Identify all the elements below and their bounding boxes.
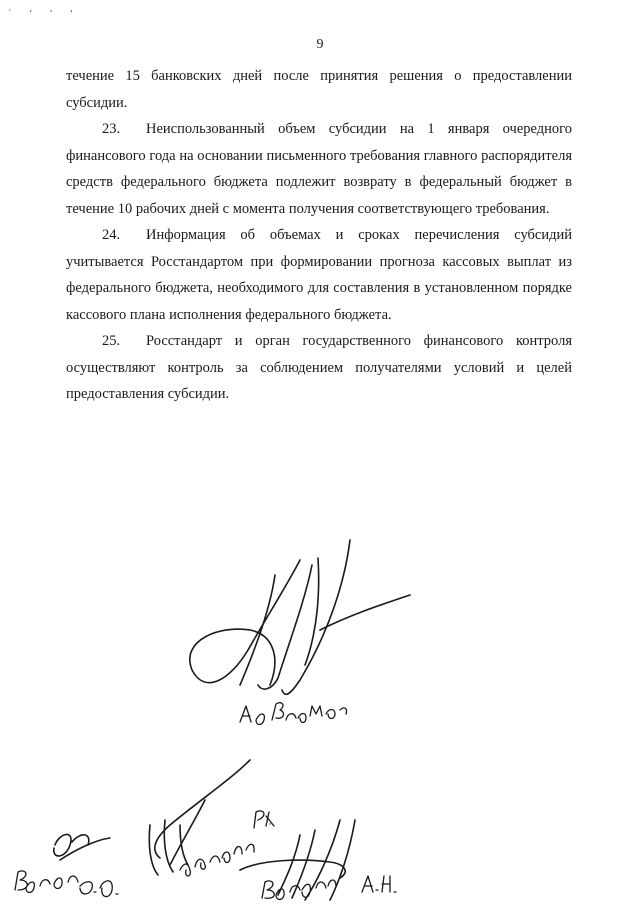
signature-barbashin	[240, 820, 396, 900]
paragraph-continuation: течение 15 банковских дней после принятия решения о предоставлении субсидии.	[66, 68, 572, 111]
item-text: Неиспользованный объем субсидии на 1 января очередного финансового года на основании письменного требования главного распорядителя средств федерального бюджета подлежит возврату в федеральный бюджет в течение 10 рабочих дней с момента получения соответствующего требования.	[66, 121, 572, 217]
page-number: 9	[316, 37, 324, 52]
scan-corner-marks: ` ' ' '	[8, 9, 81, 20]
signatures-block	[0, 520, 640, 905]
paragraph-item-24	[66, 222, 572, 328]
signature-shaymonov	[149, 760, 274, 876]
item-number: 23.	[102, 121, 121, 137]
item-number: 25.	[102, 333, 121, 349]
paragraph-item-23	[66, 116, 572, 222]
signature-abramov	[190, 540, 410, 725]
item-text: Информация об объемах и сроках перечисления субсидий учитывается Росстандартом при формировании прогноза кассовых выплат из федерального бюджета, необходимого для составления в установленном порядке кассового плана исполнения федерального бюджета.	[66, 227, 572, 323]
paragraph-item-25	[66, 328, 572, 408]
item-number: 24.	[102, 227, 121, 243]
item-text: Росстандарт и орган государственного финансового контроля осуществляют контроль за соблюдением получателями условий и целей предоставления субсидии.	[66, 333, 572, 402]
document-body	[66, 63, 572, 408]
handwritten-signatures	[0, 520, 640, 905]
signature-basova	[15, 834, 118, 896]
